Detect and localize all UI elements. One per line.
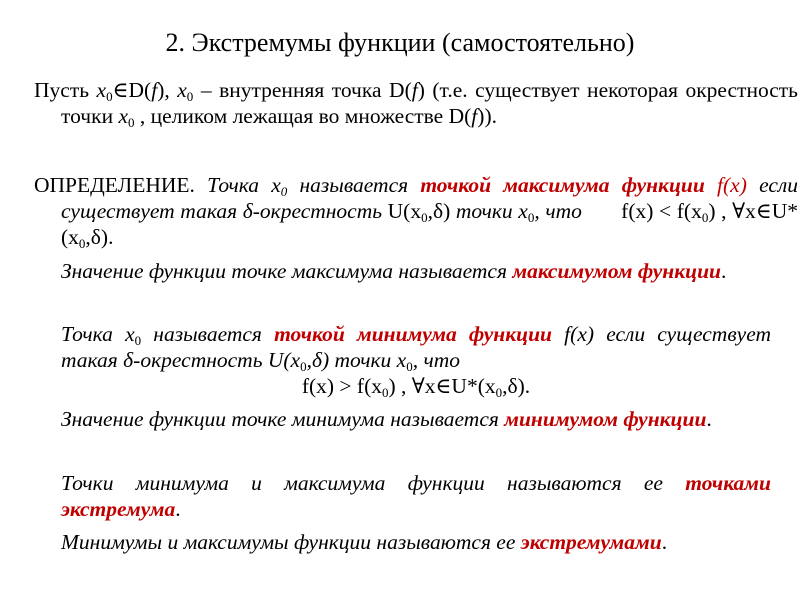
min-value-end: . [706,407,712,431]
slide-title: 2. Экстремумы функции (самостоятельно) [165,28,635,57]
min-point-paragraph [61,321,771,399]
extrema-paragraph [61,529,771,555]
min-value-term: минимумом функции [504,407,707,431]
condition-min [61,373,771,399]
definition-point-sub: 0 [280,184,288,199]
condition-min-b: ) , ∀x∈U*(x [388,374,496,398]
intro-f-third: f [471,104,478,128]
min-value-paragraph [61,406,771,432]
condition-min-sub: 0 [382,385,389,400]
min-point-text-b: называется [141,322,275,346]
min-point-text-e: , что [412,348,460,372]
intro-neighborhood: ) (т.е. существует некоторая окрестность точки [61,78,798,128]
max-value-end: . [720,259,727,283]
definition-label: ОПРЕДЕЛЕНИЕ. [34,173,208,197]
intro-end: )). [477,104,497,128]
min-point-sub2: 0 [300,359,307,374]
definition-point: Точка x [207,173,281,197]
intro-text: Пусть [34,78,97,102]
extrema-term: экстремумами [520,530,662,554]
intro-sub0-second: 0 [186,89,194,104]
definition-that: , что [534,199,582,223]
extremum-points-text: Точки минимума и максимума функции называются ее [61,471,686,495]
condition-min-sub2: 0 [495,385,503,400]
intro-in-domain: ∈D( [112,78,152,102]
definition-of-point: точки x [450,199,528,223]
intro-sub0-third: 0 [128,115,135,130]
intro-close: ), [157,78,170,102]
condition-min-a: f(x) > f(x [301,374,382,398]
intro-whole-set: , целиком лежащая во множестве D( [134,104,472,128]
max-value-term: максимумом функции [512,259,721,283]
min-point-text-c: f(x) если существует такая δ-окрестность U(x [61,322,771,372]
intro-f: f [151,78,158,102]
intro-f-second: f [411,78,418,102]
extrema-end: . [661,530,668,554]
definition-paragraph [34,172,798,250]
definition-called: называется [287,173,421,197]
condition-min-c: ,δ). [502,374,531,398]
intro-interior: – внутренняя точка D( [193,78,412,102]
min-point-sub: 0 [134,333,142,348]
max-value-text: Значение функции точке максимума называется [61,259,513,283]
definition-if-exists: если существует такая δ-окрестность [61,173,798,223]
extremum-points-end: . [175,497,181,521]
min-point-text-a: Точка x [61,322,135,346]
extremum-points-paragraph [61,470,771,522]
min-point-term: точкой минимума функции [274,322,553,346]
extremum-points-term: точками экстремума [61,471,771,521]
condition-max-b: ) , ∀x∈U*(x [61,199,799,249]
intro-sub0: 0 [106,89,113,104]
definition-of-point-sub: 0 [527,210,535,225]
max-point-term: точкой максимума функции [420,173,705,197]
extrema-text: Минимумы и максимумы функции называются ее [61,530,521,554]
condition-max-c: ,δ). [85,225,114,249]
intro-x0: x [96,78,107,102]
min-value-text: Значение функции точке минимума называется [61,407,505,431]
intro-paragraph [34,77,798,129]
definition-fx: f(x) [704,173,760,197]
intro-x0-second: x [169,78,187,102]
definition-U-sub: 0 [421,210,428,225]
max-value-paragraph [61,258,771,284]
definition-U: U(x [387,199,422,223]
definition-U-close: ,δ) [427,199,451,223]
min-point-sub3: 0 [406,359,413,374]
intro-x0-third: x [118,104,128,128]
min-point-text-d: ,δ) точки x [306,348,407,372]
condition-max-sub: 0 [701,210,709,225]
condition-max-a: f(x) < f(x [621,199,702,223]
condition-max-sub2: 0 [78,236,86,251]
